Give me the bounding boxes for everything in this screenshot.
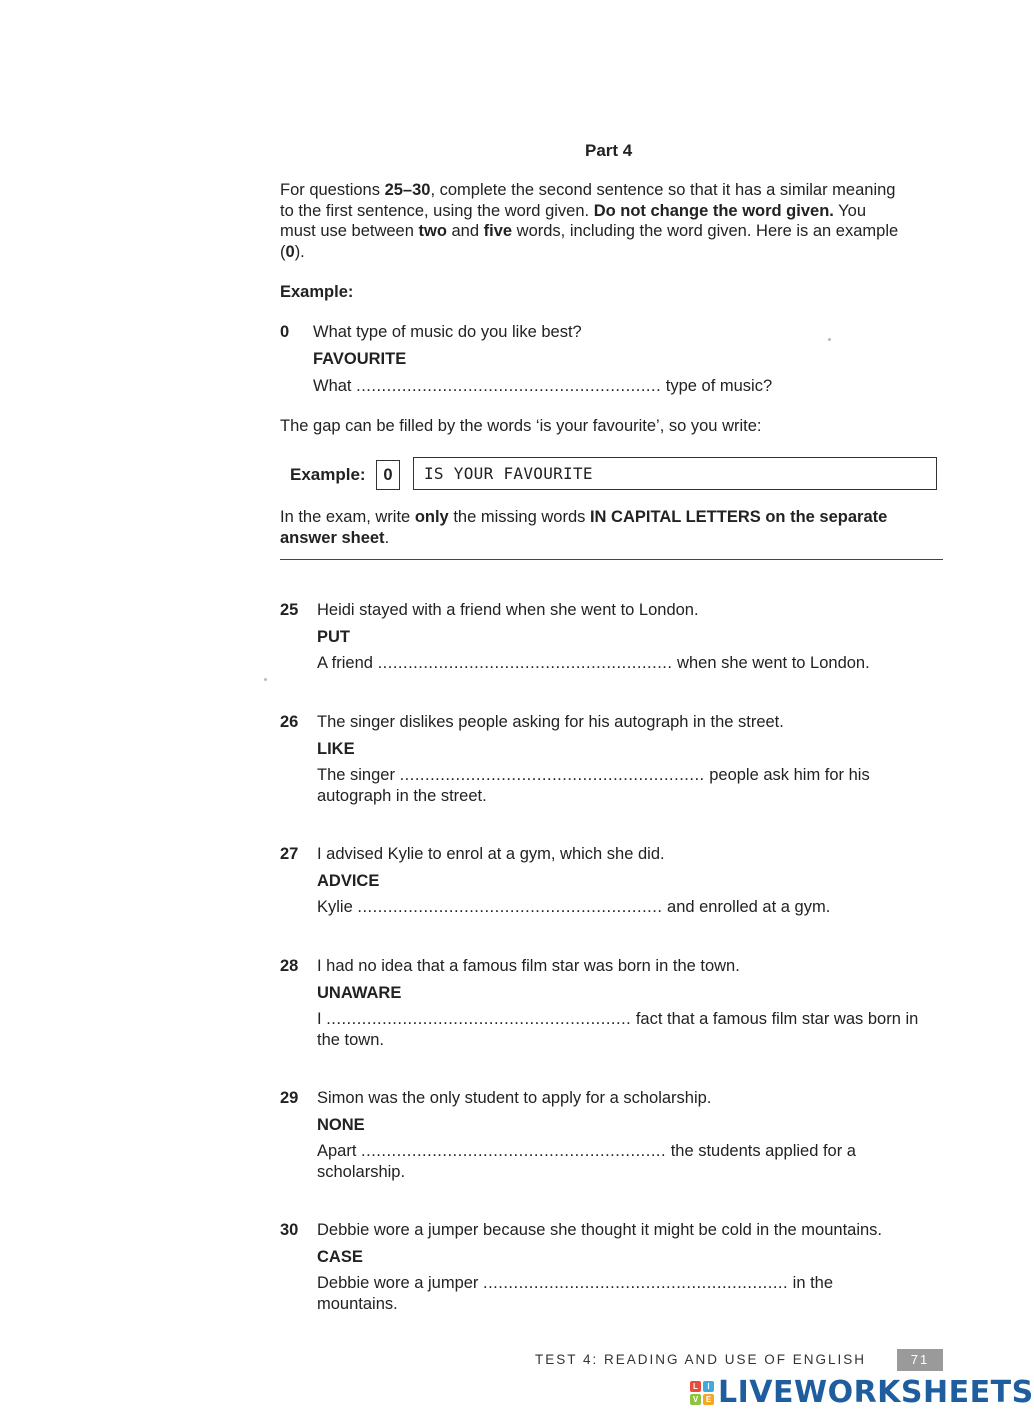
- answer-gap[interactable]: ............................................................: [399, 766, 705, 784]
- question-number: 26: [280, 713, 299, 731]
- answer-gap[interactable]: ............................................................: [357, 898, 663, 916]
- question-number: 29: [280, 1089, 299, 1107]
- answer-start: Kylie: [317, 898, 353, 916]
- example-answer-box: [413, 457, 937, 490]
- example-answer-line: [313, 376, 941, 397]
- scan-speck: [264, 678, 267, 681]
- page-title: Part 4: [585, 141, 633, 160]
- question-number: 27: [280, 845, 299, 863]
- exam-note: [280, 507, 945, 548]
- footer-text: TEST 4: READING AND USE OF ENGLISH: [535, 1352, 867, 1367]
- answer-gap[interactable]: ............................................................: [326, 1010, 632, 1028]
- question-sentence: The singer dislikes people asking for his autograph in the street.: [317, 713, 784, 731]
- note-text: In the exam, write: [280, 508, 415, 526]
- answer-end: the students applied for a scholarship.: [317, 1142, 856, 1181]
- question-number: 25: [280, 601, 299, 619]
- question-sentence: I had no idea that a famous film star was born in the town.: [317, 957, 740, 975]
- answer-end: and enrolled at a gym.: [667, 898, 831, 916]
- example-box-label: Example:: [290, 465, 366, 484]
- instr-bold: two: [418, 222, 447, 241]
- instr-bold: Do not change the word given.: [593, 201, 834, 220]
- question-keyword: NONE: [317, 1116, 365, 1134]
- example-keyword: FAVOURITE: [313, 350, 407, 368]
- question-keyword: LIKE: [317, 740, 355, 758]
- question-number: 28: [280, 957, 299, 975]
- answer-start: The singer: [317, 766, 395, 784]
- answer-end: type of music?: [665, 377, 773, 395]
- answer-start: A friend: [317, 654, 373, 672]
- logo-tile: L: [690, 1381, 701, 1392]
- logo-tile: E: [703, 1394, 714, 1405]
- answer-gap[interactable]: ..........................................................: [377, 654, 673, 672]
- question-keyword: ADVICE: [317, 872, 380, 890]
- example-number: 0: [280, 323, 290, 341]
- instr-text: words, including the word given. Here is an example (: [280, 222, 899, 261]
- answer-start: I: [317, 1010, 322, 1028]
- answer-gap[interactable]: ............................................................: [483, 1274, 789, 1292]
- liveworksheets-logo: [690, 1374, 1034, 1412]
- question-keyword: PUT: [317, 628, 350, 646]
- question-answer-line: [317, 1009, 937, 1050]
- example-sentence: What type of music do you like best?: [313, 323, 582, 341]
- gap-explanation: The gap can be filled by the words ‘is your favourite’, so you write:: [280, 417, 762, 435]
- instr-bold: 25–30: [384, 181, 431, 199]
- question-keyword: UNAWARE: [317, 984, 402, 1002]
- question-answer-line: [317, 653, 945, 674]
- note-text: .: [384, 528, 390, 547]
- answer-start: What: [313, 377, 352, 395]
- note-bold: IN CAPITAL LETTERS on the separate answer sheet: [280, 508, 888, 547]
- note-bold: only: [414, 508, 449, 526]
- instr-bold: five: [483, 222, 513, 241]
- question-answer-line: [317, 765, 942, 806]
- instr-text: , complete the second sentence so that it has a similar meaning to the first sentence, using the word given.: [280, 181, 896, 220]
- question-sentence: Heidi stayed with a friend when she went to London.: [317, 601, 699, 619]
- instr-bold: 0: [285, 242, 295, 261]
- divider: [280, 559, 943, 560]
- question-answer-line: [317, 897, 945, 918]
- instr-text: For questions: [280, 181, 385, 199]
- instr-text: You must use between: [280, 201, 867, 241]
- instr-text: ).: [294, 242, 305, 261]
- instr-text: and: [446, 222, 484, 241]
- example-box-number: 0: [376, 460, 400, 490]
- question-sentence: I advised Kylie to enrol at a gym, which she did.: [317, 845, 665, 863]
- question-answer-line: [317, 1273, 917, 1314]
- example-heading: Example:: [280, 283, 354, 301]
- example-answer-text: IS YOUR FAVOURITE: [424, 464, 593, 483]
- liveworksheets-wordmark: LIVEWORKSHEETS: [718, 1375, 1034, 1410]
- answer-gap[interactable]: ............................................................: [361, 1142, 667, 1160]
- scan-speck: [828, 338, 831, 341]
- note-text: the missing words: [448, 508, 590, 526]
- liveworksheets-icon: [690, 1381, 714, 1405]
- question-sentence: Debbie wore a jumper because she thought it might be cold in the mountains.: [317, 1221, 883, 1239]
- answer-end: fact that a famous film star was born in the town.: [317, 1010, 919, 1049]
- question-answer-line: [317, 1141, 927, 1182]
- question-number: 30: [280, 1221, 299, 1239]
- instructions: [280, 180, 900, 263]
- answer-gap: ............................................................: [356, 377, 662, 395]
- question-keyword: CASE: [317, 1248, 363, 1266]
- answer-end: people ask him for his autograph in the street.: [317, 766, 870, 805]
- answer-end: in the mountains.: [317, 1274, 834, 1313]
- logo-tile: I: [703, 1381, 714, 1392]
- logo-tile: V: [690, 1394, 701, 1405]
- page-number-badge: 71: [897, 1349, 943, 1371]
- answer-start: Apart: [317, 1142, 357, 1160]
- answer-end: when she went to London.: [677, 654, 870, 672]
- answer-start: Debbie wore a jumper: [317, 1274, 479, 1292]
- question-sentence: Simon was the only student to apply for a scholarship.: [317, 1089, 712, 1107]
